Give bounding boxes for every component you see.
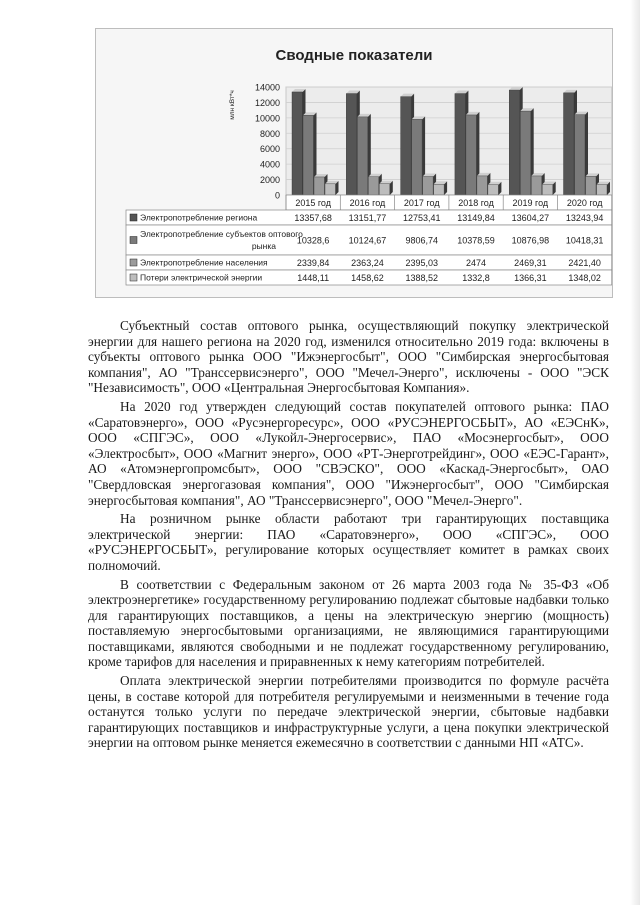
chart-title: Сводные показатели bbox=[275, 47, 433, 64]
legend-label: Электропотребление региона bbox=[140, 212, 258, 223]
page-edge-shadow bbox=[630, 0, 640, 905]
legend-label: Электропотребление населения bbox=[140, 257, 268, 268]
bar bbox=[477, 176, 488, 195]
data-label: 10876,98 bbox=[511, 235, 550, 246]
data-label: 1348,02 bbox=[568, 273, 601, 283]
bar bbox=[542, 184, 553, 195]
data-label: 13243,94 bbox=[565, 213, 604, 223]
data-label: 2469,31 bbox=[514, 258, 547, 268]
data-label: 2339,84 bbox=[296, 258, 330, 268]
bar bbox=[292, 92, 303, 195]
bar bbox=[303, 115, 314, 195]
data-label: 1388,52 bbox=[405, 273, 439, 283]
paragraph-wholesale-composition: Субъектный состав оптового рынка, осуществляющий покупку электрической энергии для нашего региона на 2020 год, изменился относительно 2019 года: включены в субъекты оптового рынка ООО "Ижэнергосбыт", ООО "Симбирская энергосбытовая компания", АО "Транссервисэнерго", ООО "Мечел-Энерго", исключены - ООО "ЭСК "Независимость", ООО «Центральная Энергосбытовая Компания». bbox=[88, 318, 609, 396]
data-label: 2421,40 bbox=[568, 258, 601, 268]
document-body bbox=[88, 318, 609, 754]
bar bbox=[509, 90, 520, 195]
data-label: 1448,11 bbox=[297, 273, 330, 283]
bar bbox=[325, 184, 336, 195]
y-tick-label: 14000 bbox=[254, 82, 280, 93]
bar bbox=[434, 184, 445, 195]
x-tick-label: 2017 год bbox=[403, 198, 440, 208]
data-label: 9806,74 bbox=[405, 235, 439, 246]
data-label: 1366,31 bbox=[514, 273, 547, 283]
y-tick-label: 8000 bbox=[259, 128, 280, 139]
y-tick-label: 6000 bbox=[259, 144, 280, 155]
x-tick-label: 2016 год bbox=[349, 198, 386, 208]
summary-chart bbox=[95, 28, 613, 298]
data-label: 1458,62 bbox=[351, 273, 384, 283]
bar bbox=[455, 94, 466, 195]
bar bbox=[488, 185, 499, 195]
bar bbox=[423, 177, 434, 195]
x-tick-label: 2019 год bbox=[512, 198, 549, 208]
y-tick-label: 10000 bbox=[254, 113, 280, 124]
data-label: 10124,67 bbox=[348, 235, 387, 246]
y-axis-label: млн кВт*ч bbox=[229, 90, 236, 120]
legend-swatch bbox=[130, 214, 137, 221]
data-label: 12753,41 bbox=[402, 213, 441, 223]
data-label: 13604,27 bbox=[511, 213, 550, 223]
bar bbox=[564, 93, 575, 195]
chart-canvas bbox=[96, 29, 612, 297]
paragraph-federal-law: В соответствии с Федеральным законом от 26 марта 2003 года № 35-ФЗ «Об электроэнергетике» государственному регулированию подлежат сбытовые надбавки только для гарантирующих поставщиков, а цены на электрическую энергию (мощность) поставляемую энергосбытовыми организациями, не являющимися гарантирующими поставщиками, являются свободными и не подлежат государственному регулированию, кроме тарифов для населения и приравненных к нему категориям потребителей. bbox=[88, 576, 609, 670]
bar bbox=[466, 115, 477, 195]
legend-label: Потери электрической энергии bbox=[140, 272, 263, 283]
data-label: 2474 bbox=[466, 258, 487, 268]
bar bbox=[346, 94, 357, 195]
data-label: 13151,77 bbox=[348, 213, 387, 223]
y-tick-label: 2000 bbox=[259, 175, 280, 186]
legend-swatch bbox=[130, 237, 137, 244]
bar bbox=[412, 119, 423, 195]
bar bbox=[531, 176, 542, 195]
paragraph-retail-suppliers: На розничном рынке области работают три гарантирующих поставщика электрической энергии: ПАО «Саратовэнерго», ООО «СПГЭС», ООО «РУСЭНЕРГОСБЫТ», регулирование которых осуществляет комитет в рамках своих полномочий. bbox=[88, 511, 609, 573]
paragraph-payment: Оплата электрической энергии потребителями производится по формуле расчёта цены, в составе которой для потребителя регулируемыми и неизменными в течение года останутся только услуги по передаче электрической энергии, сбытовые надбавки гарантирующих поставщиков и инфраструктурные услуги, а цена покупки электрической энергии на оптовом рынке меняется ежемесячно в соответствии с данными НП «АТС». bbox=[88, 673, 609, 751]
bar bbox=[314, 177, 325, 195]
y-tick-label: 12000 bbox=[254, 97, 280, 108]
legend-swatch bbox=[130, 259, 137, 266]
plot-area bbox=[286, 87, 612, 195]
x-tick-label: 2020 год bbox=[566, 198, 603, 208]
legend-swatch bbox=[130, 274, 137, 281]
legend-label: Электропотребление субъектов оптового bbox=[140, 229, 303, 239]
x-tick-label: 2018 год bbox=[458, 198, 494, 208]
data-label: 2395,03 bbox=[405, 258, 439, 268]
data-label: 10418,31 bbox=[565, 235, 604, 246]
bar bbox=[575, 115, 586, 195]
bar bbox=[357, 117, 368, 195]
bar bbox=[597, 185, 608, 195]
paragraph-buyers-list: На 2020 год утвержден следующий состав покупателей оптового рынка: ПАО «Саратовэнерго», ООО «Русэнергоресурс», ООО «РУСЭНЕРГОСБЫТ», АО «ЕЭСнК», ООО «СПГЭС», ООО «Лукойл-Энергосервис», ПАО «Мосэнергосбыт», ООО «Электросбыт», ООО «Магнит энерго», ООО «РТ-Энерготрейдинг», ООО «ЕЭС-Гарант», АО «Атомэнергопромсбыт», ООО "СВЭСКО", ООО «Каскад-Энергосбыт», ОАО "Свердловская энергогазовая компания", ООО "Ижэнергосбыт", ООО "Симбирская энергосбытовая компания", АО "Транссервисэнерго", ООО "Мечел-Энерго". bbox=[88, 398, 609, 508]
bar bbox=[401, 97, 412, 195]
data-label: 10378,59 bbox=[457, 235, 495, 246]
bar bbox=[586, 176, 597, 195]
legend-label: рынка bbox=[251, 241, 276, 251]
data-label: 13149,84 bbox=[457, 213, 495, 223]
bar bbox=[379, 184, 390, 195]
y-tick-label: 0 bbox=[274, 190, 280, 201]
y-tick-label: 4000 bbox=[259, 159, 280, 170]
bar bbox=[368, 177, 379, 195]
data-label: 2363,24 bbox=[351, 258, 384, 268]
data-label: 13357,68 bbox=[294, 213, 332, 223]
bar bbox=[520, 111, 531, 195]
data-label: 10328,6 bbox=[296, 235, 330, 246]
data-label: 1332,8 bbox=[462, 273, 490, 283]
x-tick-label: 2015 год bbox=[295, 198, 331, 208]
